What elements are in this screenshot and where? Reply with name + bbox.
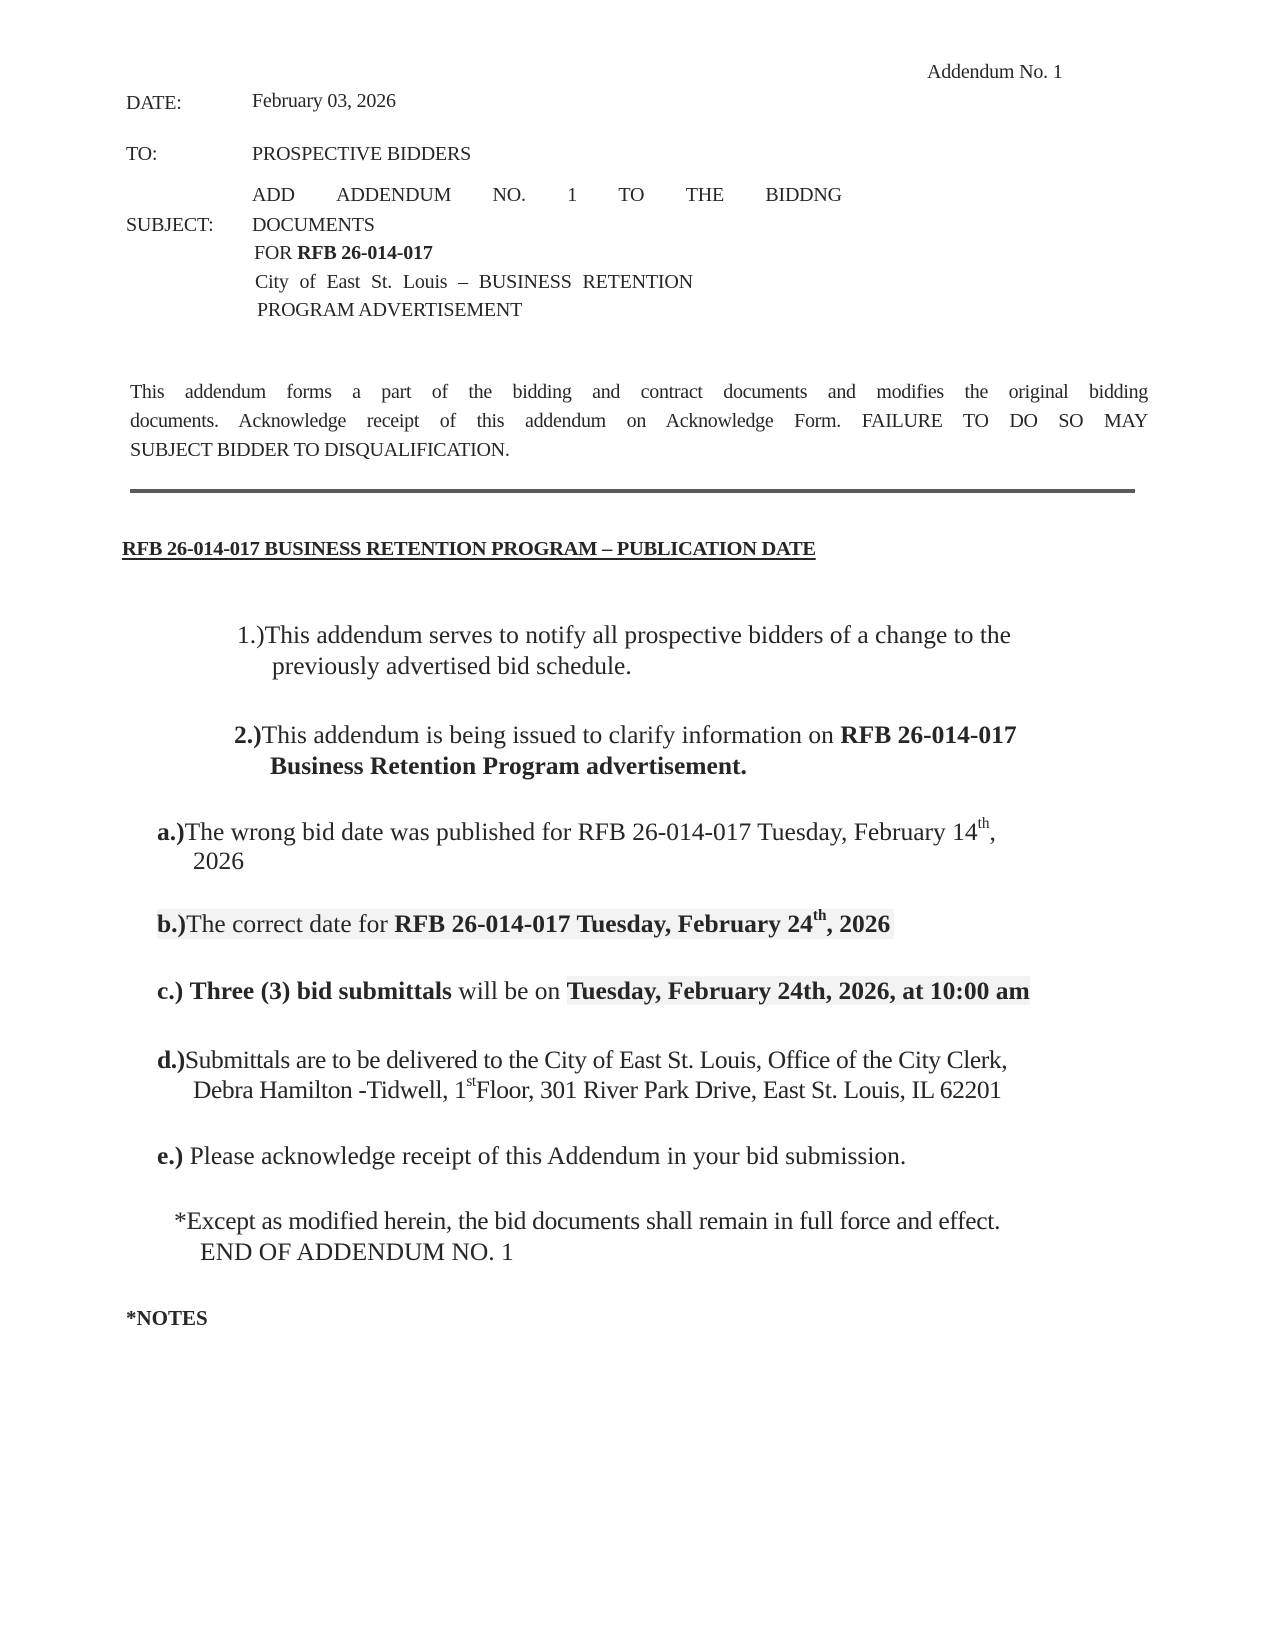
lettered-item-a-line-2: 2026: [193, 846, 244, 875]
subject-word: 1: [567, 184, 578, 206]
subject-word: TO: [618, 184, 645, 206]
intro-line-2: documents. Acknowledge receipt of this addendum on Acknowledge Form. FAILURE TO DO SO MAY: [130, 410, 1148, 432]
superscript: th: [977, 815, 990, 832]
intro-line-3: SUBJECT BIDDER TO DISQUALIFICATION.: [130, 439, 510, 461]
item-text: will be on: [451, 976, 567, 1005]
subject-label: SUBJECT:: [126, 214, 214, 236]
subject-for-text: FOR: [254, 242, 298, 264]
item-bold-text: Three (3) bid submittals: [189, 976, 452, 1005]
item-bold-text: , 2026: [826, 909, 891, 938]
numbered-item-2-line-2: [270, 751, 747, 781]
lettered-item-e: [157, 1141, 906, 1171]
intro-line-1: This addendum forms a part of the bidding and contract documents and modifies the original bidding: [130, 381, 1148, 403]
item-marker: c.): [157, 976, 184, 1005]
subject-word: ADD: [252, 184, 295, 206]
address-text: Floor, 301 River Park Drive, East St. Louis, IL 62201: [475, 1075, 1002, 1104]
lettered-item-d: [157, 1045, 1007, 1075]
item-text: This addendum is being issued to clarify information on: [261, 720, 841, 749]
lettered-item-d-line-2: [193, 1075, 1002, 1105]
item-marker: e.): [157, 1141, 184, 1170]
subject-line-4: City of East St. Louis – BUSINESS RETENTION: [255, 271, 693, 293]
item-marker: d.): [157, 1045, 185, 1074]
item-marker: a.): [157, 817, 185, 846]
subject-line-2: DOCUMENTS: [252, 214, 375, 236]
subject-line-5: PROGRAM ADVERTISEMENT: [257, 299, 523, 321]
numbered-item-1-line-2: previously advertised bid schedule.: [272, 651, 632, 680]
superscript: st: [466, 1073, 476, 1090]
except-clause: *Except as modified herein, the bid documents shall remain in full force and effect.: [174, 1206, 1001, 1235]
submission-datetime: Tuesday, February 24th, 2026, at 10:00 am: [566, 976, 1030, 1005]
item-rfb-number: RFB 26-014-017: [840, 720, 1017, 749]
subject-word: BIDDNG: [765, 184, 842, 206]
horizontal-rule-divider: [130, 489, 1135, 493]
subject-word: ADDENDUM: [336, 184, 452, 206]
numbered-item-1: [237, 620, 1011, 650]
item-bold-text: Business Retention Program advertisement.: [270, 751, 747, 780]
date-label: DATE:: [126, 92, 182, 114]
subject-word: NO.: [492, 184, 526, 206]
subject-rfb-number: RFB 26-014-017: [297, 242, 433, 264]
subject-line-3: [254, 242, 433, 265]
item-text: The wrong bid date was published for RFB 26-014-017 Tuesday, February 14: [184, 817, 978, 846]
notes-heading: *NOTES: [126, 1306, 208, 1330]
section-heading: RFB 26-014-017 BUSINESS RETENTION PROGRAM – PUBLICATION DATE: [122, 538, 816, 560]
superscript: th: [812, 907, 827, 924]
address-text: Debra Hamilton -Tidwell, 1: [193, 1075, 467, 1104]
end-of-addendum: END OF ADDENDUM NO. 1: [200, 1237, 514, 1266]
lettered-item-c: [157, 976, 1030, 1006]
item-text: Submittals are to be delivered to the City of East St. Louis, Office of the City Clerk,: [184, 1045, 1008, 1074]
lettered-item-b: [157, 909, 894, 939]
item-marker: b.): [157, 909, 187, 938]
to-label: TO:: [126, 143, 158, 165]
item-marker: 1.): [237, 620, 265, 649]
subject-line-1: [252, 184, 842, 207]
item-text: ,: [989, 817, 996, 846]
addendum-number-label: Addendum No. 1: [927, 61, 1063, 83]
item-text: This addendum serves to notify all prospective bidders of a change to the: [264, 620, 1011, 649]
item-bold-text: RFB 26-014-017 Tuesday, February 24: [394, 909, 813, 938]
item-marker: 2.): [234, 720, 262, 749]
to-value: PROSPECTIVE BIDDERS: [252, 143, 472, 165]
item-text: Please acknowledge receipt of this Addendum in your bid submission.: [189, 1141, 907, 1170]
item-text: The correct date for: [186, 909, 395, 938]
lettered-item-a: [157, 817, 996, 847]
subject-word: THE: [685, 184, 724, 206]
date-value: February 03, 2026: [252, 90, 396, 112]
numbered-item-2: [234, 720, 1017, 750]
